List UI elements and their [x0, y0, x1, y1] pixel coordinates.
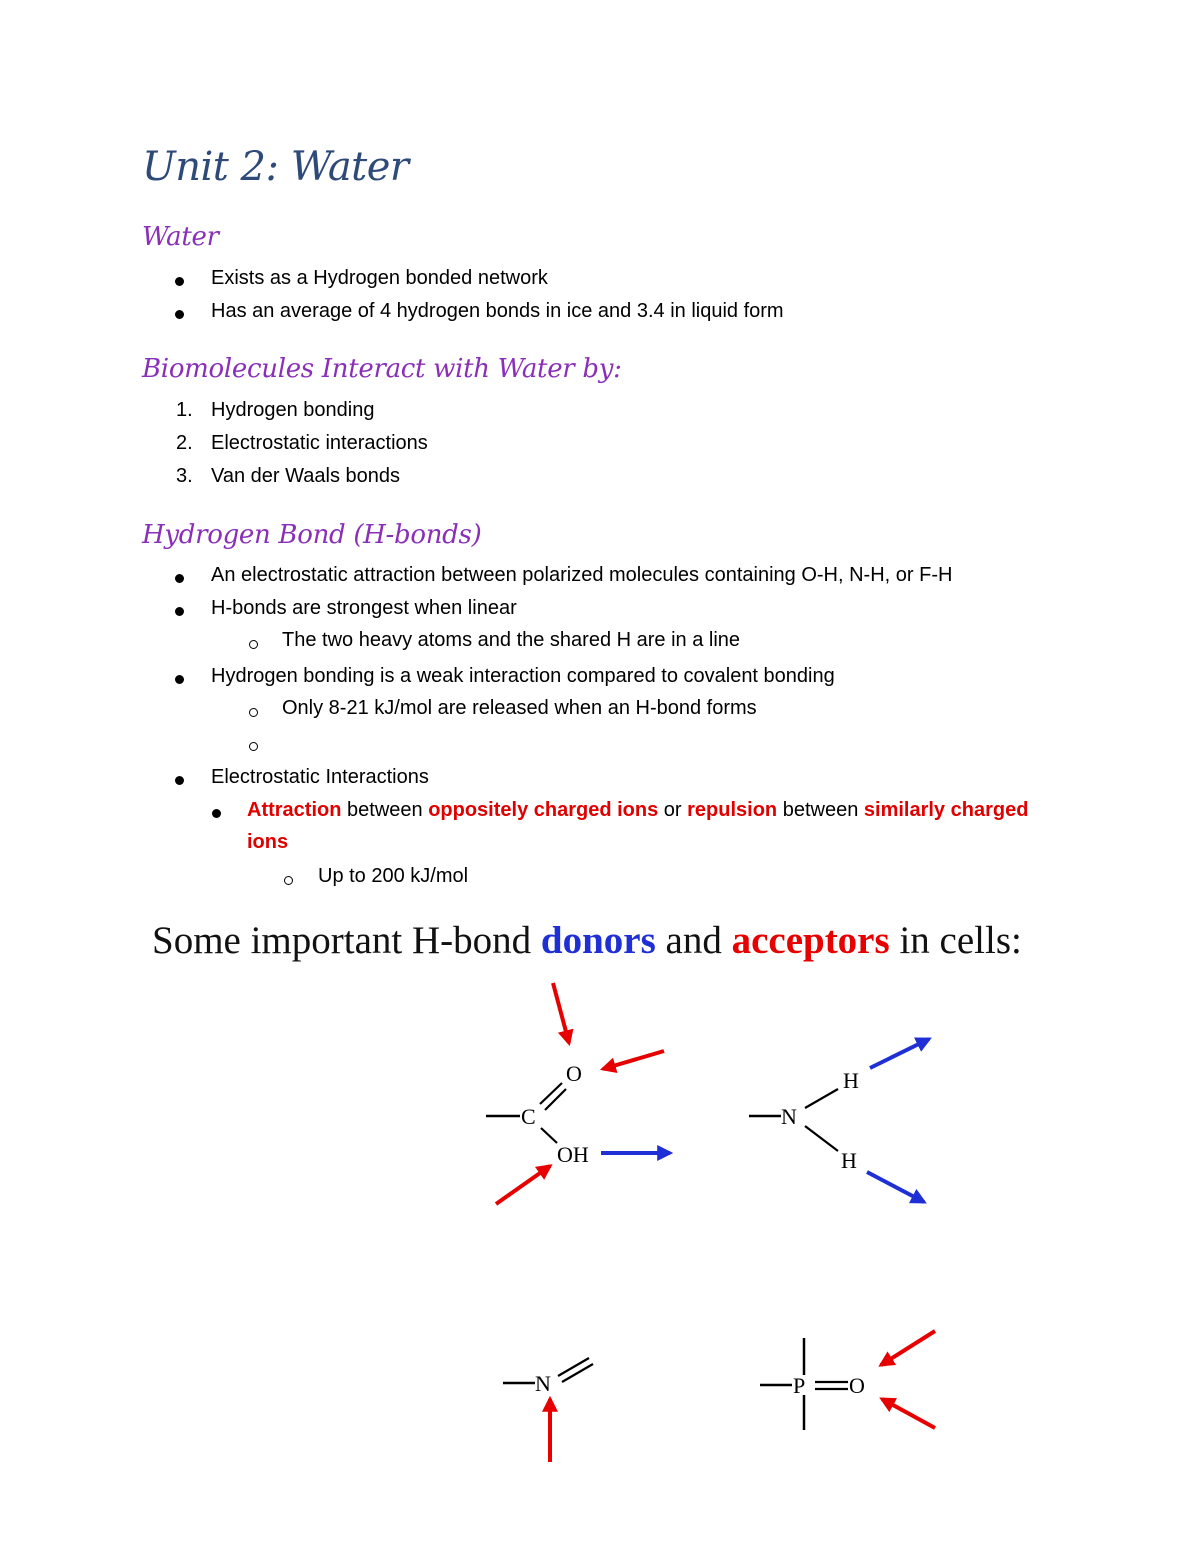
carboxyl-group: [486, 983, 670, 1204]
hbond-bullet-1: An electrostatic attraction between polarized molecules containing O-H, N-H, or F-H: [211, 564, 953, 586]
acceptor-arrow: [882, 1399, 935, 1428]
caption-text: and: [655, 919, 732, 962]
hbond-bullet-4: Electrostatic Interactions: [211, 766, 429, 788]
caption-acceptors: acceptors: [731, 919, 890, 962]
page-title: Unit 2: Water: [142, 144, 409, 190]
acceptor-arrow: [553, 983, 569, 1043]
heading-biomolecules: Biomolecules Interact with Water by:: [142, 354, 622, 384]
atom-oh: OH: [557, 1142, 589, 1167]
heading-water: Water: [142, 222, 219, 252]
hbond-bullet-3: Hydrogen bonding is a weak interaction compared to covalent bonding: [211, 665, 835, 687]
atom-p: P: [793, 1373, 806, 1398]
text-or: or: [658, 799, 688, 821]
list-number: 1.: [176, 399, 193, 421]
caption-text: Some important H-bond: [152, 919, 541, 962]
caption-text: in cells:: [889, 919, 1022, 962]
water-bullet-2: Has an average of 4 hydrogen bonds in ice and 3.4 in liquid form: [211, 300, 784, 322]
electrostatic-energy: Up to 200 kJ/mol: [318, 865, 469, 887]
atom-h: H: [841, 1148, 857, 1173]
term-ions: ions: [247, 831, 289, 853]
atom-o: O: [566, 1061, 582, 1086]
caption-donors: donors: [540, 919, 656, 962]
hbond-bullet-3-sub: Only 8-21 kJ/mol are released when an H-bond forms: [282, 697, 757, 719]
list-number: 3.: [176, 465, 193, 487]
term-oppositely-charged-ions: oppositely charged ions: [428, 799, 659, 821]
hbond-bullet-2-sub: The two heavy atoms and the shared H are in a line: [282, 629, 741, 651]
atom-c: C: [521, 1104, 536, 1129]
water-bullet-1: Exists as a Hydrogen bonded network: [211, 267, 548, 289]
acceptor-arrow: [881, 1331, 935, 1365]
donor-arrow: [867, 1172, 924, 1202]
list-item-hydrogen-bonding: Hydrogen bonding: [211, 399, 375, 421]
phosphoryl-group: [760, 1331, 935, 1430]
acceptor-arrow: [603, 1051, 664, 1069]
acceptor-arrow: [496, 1166, 550, 1204]
text-between: between: [341, 799, 429, 821]
list-item-electrostatic: Electrostatic interactions: [211, 432, 428, 454]
hbond-bullet-2: H-bonds are strongest when linear: [211, 597, 517, 619]
atom-n: N: [781, 1104, 797, 1129]
atom-h: H: [843, 1068, 859, 1093]
term-repulsion: repulsion: [687, 799, 778, 821]
list-item-van-der-waals: Van der Waals bonds: [211, 465, 400, 487]
donor-arrow: [870, 1039, 929, 1068]
amine-group: [749, 1039, 929, 1202]
list-number: 2.: [176, 432, 193, 454]
heading-hydrogen-bond: Hydrogen Bond (H-bonds): [142, 520, 482, 550]
term-attraction: Attraction: [247, 799, 342, 821]
text-between: between: [777, 799, 864, 821]
atom-n: N: [535, 1371, 551, 1396]
atom-o: O: [849, 1373, 865, 1398]
term-similarly-charged: similarly charged: [863, 799, 1029, 821]
imine-group: [503, 1358, 593, 1462]
